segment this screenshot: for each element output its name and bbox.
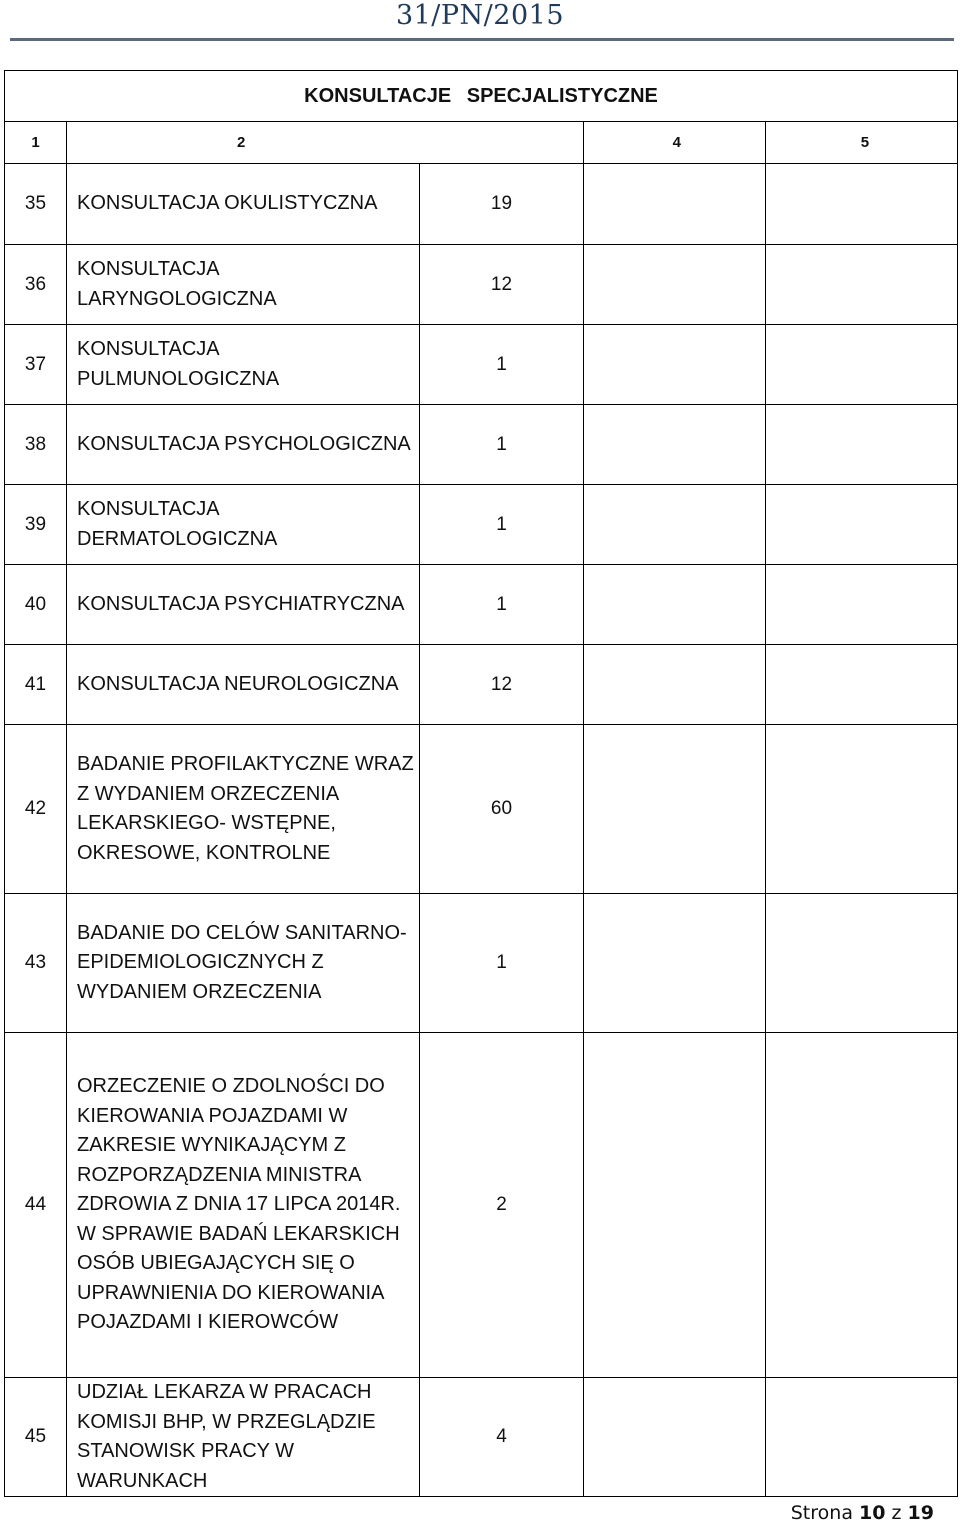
service-name: UDZIAŁ LEKARZA W PRACACH KOMISJI BHP, W PRZEGLĄDZIE STANOWISK PRACY W WARUNKACH: [67, 1378, 420, 1497]
service-name: KONSULTACJA PSYCHIATRYCZNA: [67, 565, 420, 645]
row-number: 37: [5, 325, 67, 405]
empty-cell: [766, 565, 958, 645]
table-row: [5, 725, 958, 894]
service-name: KONSULTACJA PSYCHOLOGICZNA: [67, 405, 420, 485]
empty-cell: [584, 894, 766, 1033]
empty-cell: [584, 565, 766, 645]
service-name: KONSULTACJA DERMATOLOGICZNA: [67, 485, 420, 565]
empty-cell: [766, 325, 958, 405]
header-rule: [10, 38, 954, 41]
row-number: 36: [5, 245, 67, 325]
empty-cell: [584, 164, 766, 245]
empty-cell: [766, 485, 958, 565]
column-header-row: [5, 122, 958, 164]
page-footer: [791, 1502, 934, 1524]
service-name: KONSULTACJA LARYNGOLOGICZNA: [67, 245, 420, 325]
row-number: 35: [5, 164, 67, 245]
empty-cell: [766, 1378, 958, 1497]
empty-cell: [584, 645, 766, 725]
empty-cell: [584, 1378, 766, 1497]
quantity: 19: [420, 164, 584, 245]
table-row: [5, 405, 958, 485]
column-header-1: 1: [5, 122, 67, 164]
row-number: 45: [5, 1378, 67, 1497]
page-label: Strona: [790, 1502, 853, 1524]
quantity: 1: [420, 894, 584, 1033]
row-number: 41: [5, 645, 67, 725]
column-header-2: 2: [67, 122, 584, 164]
row-number: 42: [5, 725, 67, 894]
row-number: 40: [5, 565, 67, 645]
empty-cell: [584, 485, 766, 565]
quantity: 12: [420, 645, 584, 725]
row-number: 43: [5, 894, 67, 1033]
page-separator: z: [891, 1502, 902, 1524]
document-id: 31/PN/2015: [395, 0, 564, 31]
quantity: 60: [420, 725, 584, 894]
row-number: 39: [5, 485, 67, 565]
services-table: [4, 70, 958, 1497]
quantity: 2: [420, 1033, 584, 1378]
table-title-row: [5, 71, 958, 122]
empty-cell: [766, 645, 958, 725]
empty-cell: [766, 894, 958, 1033]
service-name: KONSULTACJA OKULISTYCZNA: [67, 164, 420, 245]
table-row: [5, 894, 958, 1033]
empty-cell: [766, 245, 958, 325]
row-number: 38: [5, 405, 67, 485]
column-header-5: 5: [766, 122, 958, 164]
service-name: KONSULTACJA NEUROLOGICZNA: [67, 645, 420, 725]
table-row: [5, 245, 958, 325]
row-number: 44: [5, 1033, 67, 1378]
quantity: 1: [420, 565, 584, 645]
table-row: [5, 645, 958, 725]
column-header-4: 4: [584, 122, 766, 164]
service-name: BADANIE PROFILAKTYCZNE WRAZ Z WYDANIEM ORZECZENIA LEKARSKIEGO- WSTĘPNE, OKRESOWE, KONTROLNE: [67, 725, 420, 894]
page-number: 10: [859, 1502, 886, 1524]
service-name: ORZECZENIE O ZDOLNOŚCI DO KIEROWANIA POJAZDAMI W ZAKRESIE WYNIKAJĄCYM Z ROZPORZĄDZENIA MINISTRA ZDROWIA Z DNIA 17 LIPCA 2014R. W SPRAWIE BADAŃ LEKARSKICH OSÓB UBIEGAJĄCYCH SIĘ O UPRAWNIENIA DO KIEROWANIA POJAZDAMI I KIEROWCÓW: [67, 1033, 420, 1378]
table-row: [5, 1378, 958, 1497]
empty-cell: [584, 1033, 766, 1378]
table-row: [5, 164, 958, 245]
table-row: [5, 1033, 958, 1378]
quantity: 1: [420, 485, 584, 565]
quantity: 12: [420, 245, 584, 325]
empty-cell: [766, 405, 958, 485]
table-row: [5, 325, 958, 405]
page-total: 19: [907, 1502, 934, 1524]
quantity: 4: [420, 1378, 584, 1497]
empty-cell: [584, 245, 766, 325]
service-name: BADANIE DO CELÓW SANITARNO- EPIDEMIOLOGICZNYCH Z WYDANIEM ORZECZENIA: [67, 894, 420, 1033]
quantity: 1: [420, 325, 584, 405]
empty-cell: [584, 325, 766, 405]
empty-cell: [766, 725, 958, 894]
table-row: [5, 565, 958, 645]
quantity: 1: [420, 405, 584, 485]
empty-cell: [584, 405, 766, 485]
empty-cell: [766, 1033, 958, 1378]
empty-cell: [584, 725, 766, 894]
empty-cell: [766, 164, 958, 245]
table-title: KONSULTACJE SPECJALISTYCZNE: [5, 71, 958, 122]
service-name: KONSULTACJA PULMUNOLOGICZNA: [67, 325, 420, 405]
table-row: [5, 485, 958, 565]
